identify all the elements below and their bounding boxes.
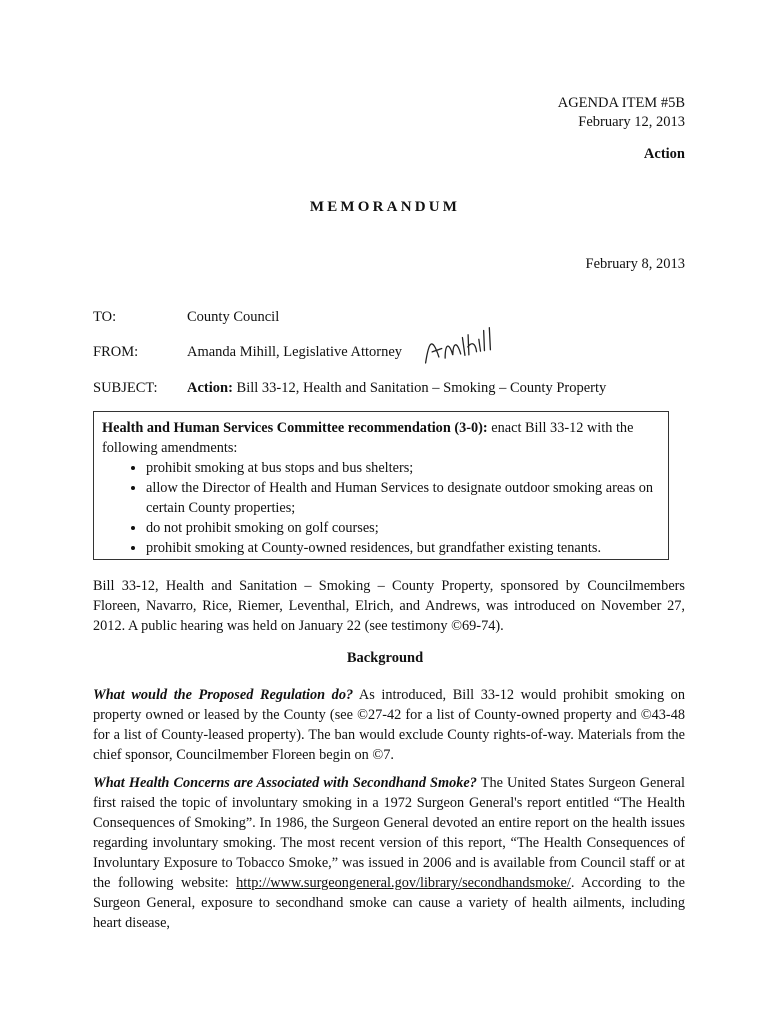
question-2-paragraph <box>93 773 685 933</box>
list-item: • allow the Director of Health and Human Services to designate outdoor smoking areas on certain County properties; <box>146 478 660 518</box>
question-1-paragraph <box>93 685 685 765</box>
list-item: • prohibit smoking at County-owned residences, but grandfather existing tenants. <box>146 538 660 558</box>
question-1-text: As introduced, Bill 33-12 would prohibit smoking on property owned or leased by the County (see ©27-42 for a list of County-owned property and ©43-48 for a list of County-leased property). The ban would exclude County rights-of-way. Materials from the chief sponsor, Councilmember Floreen begin on ©7. <box>93 687 685 763</box>
signature-scribble <box>417 323 501 370</box>
memo-date: February 8, 2013 <box>585 256 685 272</box>
question-2-text: The United States Surgeon General first raised the topic of involuntary smoking in a 1972 Surgeon General's report entitled “The Health Consequences of Smoking”. In 1986, the Surgeon General devoted an entire report on the health issues regarding involuntary smoking. The most recent version of this report, “The Health Consequences of Involuntary Exposure to Tobacco Smoke,” was issued in 2006 and is available from Council staff or at the following website: <box>93 775 685 891</box>
question-1-lead: What would the Proposed Regulation do? <box>93 687 354 703</box>
from-label: FROM: <box>93 344 139 360</box>
background-heading: Background <box>346 650 424 666</box>
list-item: • prohibit smoking at bus stops and bus shelters; <box>146 458 660 478</box>
subject-line <box>187 380 606 397</box>
agenda-header <box>558 94 685 132</box>
question-2-lead: What Health Concerns are Associated with Secondhand Smoke? <box>93 775 477 791</box>
memo-title: MEMORANDUM <box>309 199 461 215</box>
surgeon-general-link[interactable]: http://www.surgeongeneral.gov/library/secondhandsmoke/ <box>236 875 571 891</box>
intro-paragraph: Bill 33-12, Health and Sanitation – Smoking – County Property, sponsored by Councilmembers Floreen, Navarro, Rice, Riemer, Leventhal, Elrich, and Andrews, was introduced on November 27, 2012. A public hearing was held on January 22 (see testimony ©69-74). <box>93 578 685 634</box>
list-item: • do not prohibit smoking on golf courses; <box>146 518 660 538</box>
to-value: County Council <box>187 309 280 325</box>
recommendation-box <box>93 411 669 560</box>
question-2-text-continued: . According to the Surgeon General, exposure to secondhand smoke can cause a variety of health ailments, including heart disease, <box>93 875 685 931</box>
to-label: TO: <box>93 309 117 325</box>
action-label: Action <box>643 146 685 162</box>
from-value: Amanda Mihill, Legislative Attorney <box>187 344 403 360</box>
agenda-date: February 12, 2013 <box>578 114 685 130</box>
subject-value: Bill 33-12, Health and Sanitation – Smoking – County Property <box>236 380 607 396</box>
subject-label: SUBJECT: <box>93 380 158 396</box>
recommendation-lead: Health and Human Services Committee recommendation (3-0): <box>102 420 488 436</box>
recommendation-text <box>102 418 660 458</box>
handwritten-signature <box>417 323 502 376</box>
subject-action: Action: <box>187 380 233 396</box>
amendment-list <box>102 458 660 558</box>
agenda-item: AGENDA ITEM #5B <box>557 95 685 111</box>
recommendation-body: enact Bill 33-12 with the following amendments: <box>102 420 634 456</box>
